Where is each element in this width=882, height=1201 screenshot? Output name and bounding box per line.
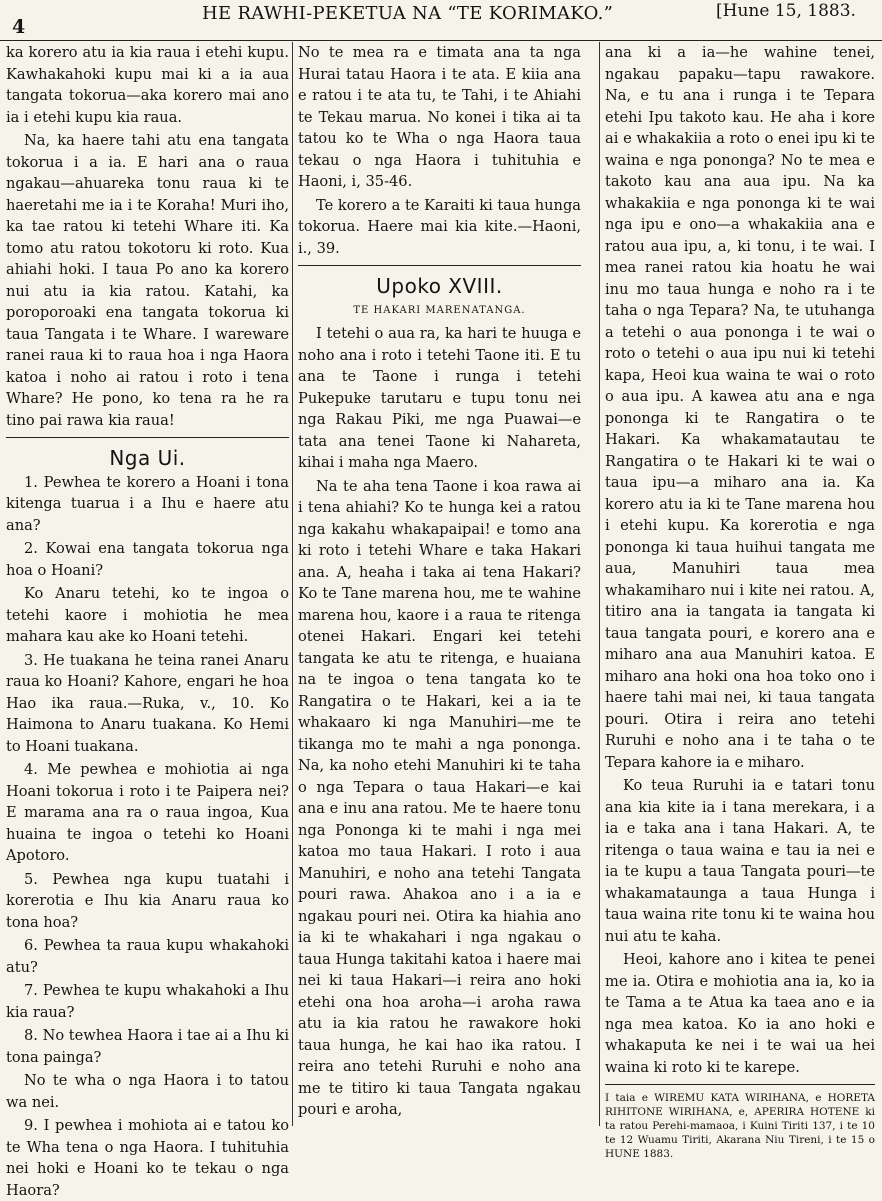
paragraph: Te korero a te Karaiti ki taua hunga tokorua. Haere mai kia kite.—Haoni, i., 39. [298,196,581,257]
paragraph: No te mea ra e timata ana ta nga Hurai tatau Haora i te ata. E kiia ana e ratou i te ata tu, te Tahi, i te Ahiahi te Tekau marua. No konei i tika ai ta tatou ko te Wha o nga Haora taua tekau o nga Haora i tuhituhia e Haoni, i, 35-46. [298,44,581,190]
paragraph: Heoi, kahore ano i kitea te penei me ia. Otira e mohiotia ana ia, ko ia te Tama a te Atua ka taea ano e ia nga mea katoa. Ko ia ano hoki e whakaputa ke nei i te wai ua hei waina ki roto ki te karepe. [605,951,875,1076]
question: 3. He tuakana he teina ranei Anaru raua ko Hoani? Kahore, engari he hoa Hao ika raua.—Ruka, v., 10. Ko Haimona to Anaru tuakana. Ko Hemi to Hoani tuakana. [6,651,289,755]
chapter-subtitle: TE HAKARI MARENATANGA. [353,304,526,316]
answer: No te wha o nga Haora i to tatou wa nei. [6,1072,289,1111]
column-rule-2 [599,42,600,1126]
section-title: Nga Ui. [109,446,186,470]
paragraph: Ko teua Ruruhi ia e tatari tonu ana kia kite ia i tana merekara, i a ia e taka ana i tana Hakari. A, te ritenga o taua waina e tau ia nei e ia te kupu a taua Tangata pouri—te whakamataunga a taua Hunga i taua waina rite tonu ki te waina hou nui atu te kaha. [605,777,875,945]
page-header [0,0,882,41]
column-rule-1 [292,42,293,1126]
question: 2. Kowai ena tangata tokorua nga hoa o Hoani? [6,540,289,579]
column-3 [605,42,875,1160]
question: 7. Pewhea te kupu whakahoki a Ihu kia raua? [6,982,289,1021]
column-2 [298,42,581,1127]
imprint-divider [605,1084,875,1085]
question: 6. Pewhea ta raua kupu whakahoki atu? [6,937,289,976]
column-1 [6,42,289,1199]
question: 8. No tewhea Haora i tae ai a Ihu ki tona painga? [6,1027,289,1066]
section-divider [6,437,289,438]
issue-date: [Hune 15, 1883. [716,1,856,21]
page-number: 4 [12,16,26,38]
section-divider [298,265,581,266]
question: 5. Pewhea nga kupu tuatahi i korerotia e Ihu kia Anaru raua ko tona hoa? [6,870,289,931]
paragraph: ana ki a ia—he wahine tenei, ngakau papaku—tapu rawakore. Na, e tu ana i runga i te Tepara etehi Ipu takoto kau. He aha i kore ai e whakakiia a roto o enei ipu ki te waina e nga pononga? No te mea e takoto kau ana aua ipu. Na ka whakakiia e nga pononga ki te wai nga ipu e ono—a whakakiia ana e ratou aua ipu, a, ki tonu, i te wai. I mea ranei ratou kia hoatu he wai inu mo taua hunga e noho ra i te taha o nga Tepara? Na, te utuhanga a tetehi o aua pononga i te wai o roto o tetehi o aua ipu nui ki tetehi kapa, Heoi kua waina te wai o roto o aua ipu. A kawea atu ana e nga pononga ki te Rangatira o te Hakari. Ka whakamatautau te Rangatira o te Hakari ki te wai o taua ipu—a miharo ana ia. Ka korero atu ia ki te Tane marena hou i etehi kupu. Ka korerotia e nga pononga ki taua huihui tangata me aua, Manuhiri taua mea whakamiharo nui i kite nei ratou. A, titiro ana ia tangata ia tangata ki taua tangata pouri, e korero ana e miharo ana aua Manuhiri katoa. E miharo ana hoki ona hoa toko ono i haere tahi mai nei, ki taua tangata pouri. Otira i reira ano tetehi Ruruhi e noho ana i te taha o te Tepara kahore ia e miharo. [605,44,875,771]
chapter-title: Upoko XVIII. [376,274,503,298]
question: 9. I pewhea i mohiota ai e tatou ko te Wha tena o nga Haora. I tuhituhia nei hoki e Hoani ko te tekau o nga Haora? [6,1117,289,1199]
paragraph: ka korero atu ia kia raua i etehi kupu. Kawhakahoki kupu mai ki a ia aua tangata tokorua—aka korero mai ano ia i etehi kupu kia raua. [6,44,289,126]
question: 1. Pewhea te korero a Hoani i tona kitenga tuarua i a Ihu e haere atu ana? [6,473,289,534]
masthead-title: HE RAWHI-PEKETUA NA “TE KORIMAKO.” [202,3,614,24]
paragraph: Na te aha tena Taone i koa rawa ai i tena ahiahi? Ko te hunga kei a ratou nga kakahu whakapaipai! e tomo ana ki roto i tetehi Whare e taka Hakari ana. A, heaha i taka ai tena Hakari? Ko te Tane marena hou, me te wahine marena hou, kaore i a raua te ritenga otenei Hakari. Engari kei tetehi tangata ke atu te ritenga, e huaiana na te ingoa o tena tangata ko te Rangatira o te Hakari, kei a ia te whakaaro ki nga Manuhiri—me te tikanga mo te mahi a nga pononga. Na, ka noho etehi Manuhiri ki te taha o nga Tepara o taua Hakari—e kai ana e inu ana ratou. Me te haere tonu nga Pononga ki te mahi i nga mei katoa mo taua Hakari. I roto i aua Manuhiri, e noho ana tetehi Tangata pouri rawa. Ahakoa ano i a ia e ngakau pouri nei. Otira ka hiahia ano ia ki te whakahari i nga ngakau o taua Hunga takitahi katoa i haere mai nei ki taua Hakari—i reira ano hoki etehi ona hoa aroha—i aroha rawa atu ia kia ratou he rawakore hoki taua hunga, he kai hao ika ratou. I reira ano tetehi Ruruhi e noho ana me te titiro ki taua Tangata ngakau pouri e aroha, [298,477,581,1118]
question: 4. Me pewhea e mohiotia ai nga Hoani tokorua i roto i te Paipera nei? E marama ana ra o raua ingoa, Kua huaina te ingoa o tetehi ko Hoani Apotoro. [6,761,289,864]
printer-imprint: I taia e WIREMU KATA WIRIHANA, e HORETA RIHITONE WIRIHANA, e, APERIRA HOTENE ki ta ratou Perehi-mamaoa, i Kuini Tiriti 137, i te 10 te 12 Wuamu Tiriti, Akarana Niu Tireni, i te 15 o HUNE 1883. [605,1092,875,1160]
paragraph: Na, ka haere tahi atu ena tangata tokorua i a ia. E hari ana o raua ngakau—ahuareka tonu raua ki te haeretahi me ia i te Koraha! Muri iho, ka tae ratou ki tetehi Whare iti. Ka tomo atu ratou tokotoru ki roto. Kua ahiahi hoki. I taua Po ano ka korero nui atu ia kia ratou. Katahi, ka poroporoaki ena tangata tokorua ki taua Tangata i te Whare. I wareware ranei raua ki to raua hoa i nga Haora katoa i noho ai ratou i roto i tena Whare? He pono, ko tena ra he ra tino pai rawa kia raua! [6,132,289,429]
answer: Ko Anaru tetehi, ko te ingoa o tetehi kaore i mohiotia he mea mahara kau ake ko Hoani tetehi. [6,585,289,645]
paragraph: I tetehi o aua ra, ka hari te huuga e noho ana i roto i tetehi Taone iti. E tu ana te Taone i runga i tetehi Pukepuke tarutaru e tupu tonu nei nga Rakau Piki, me nga Puawai—e tata ana tenei Taone ki Nahareta, kihai i maha nga Maero. [298,325,581,471]
